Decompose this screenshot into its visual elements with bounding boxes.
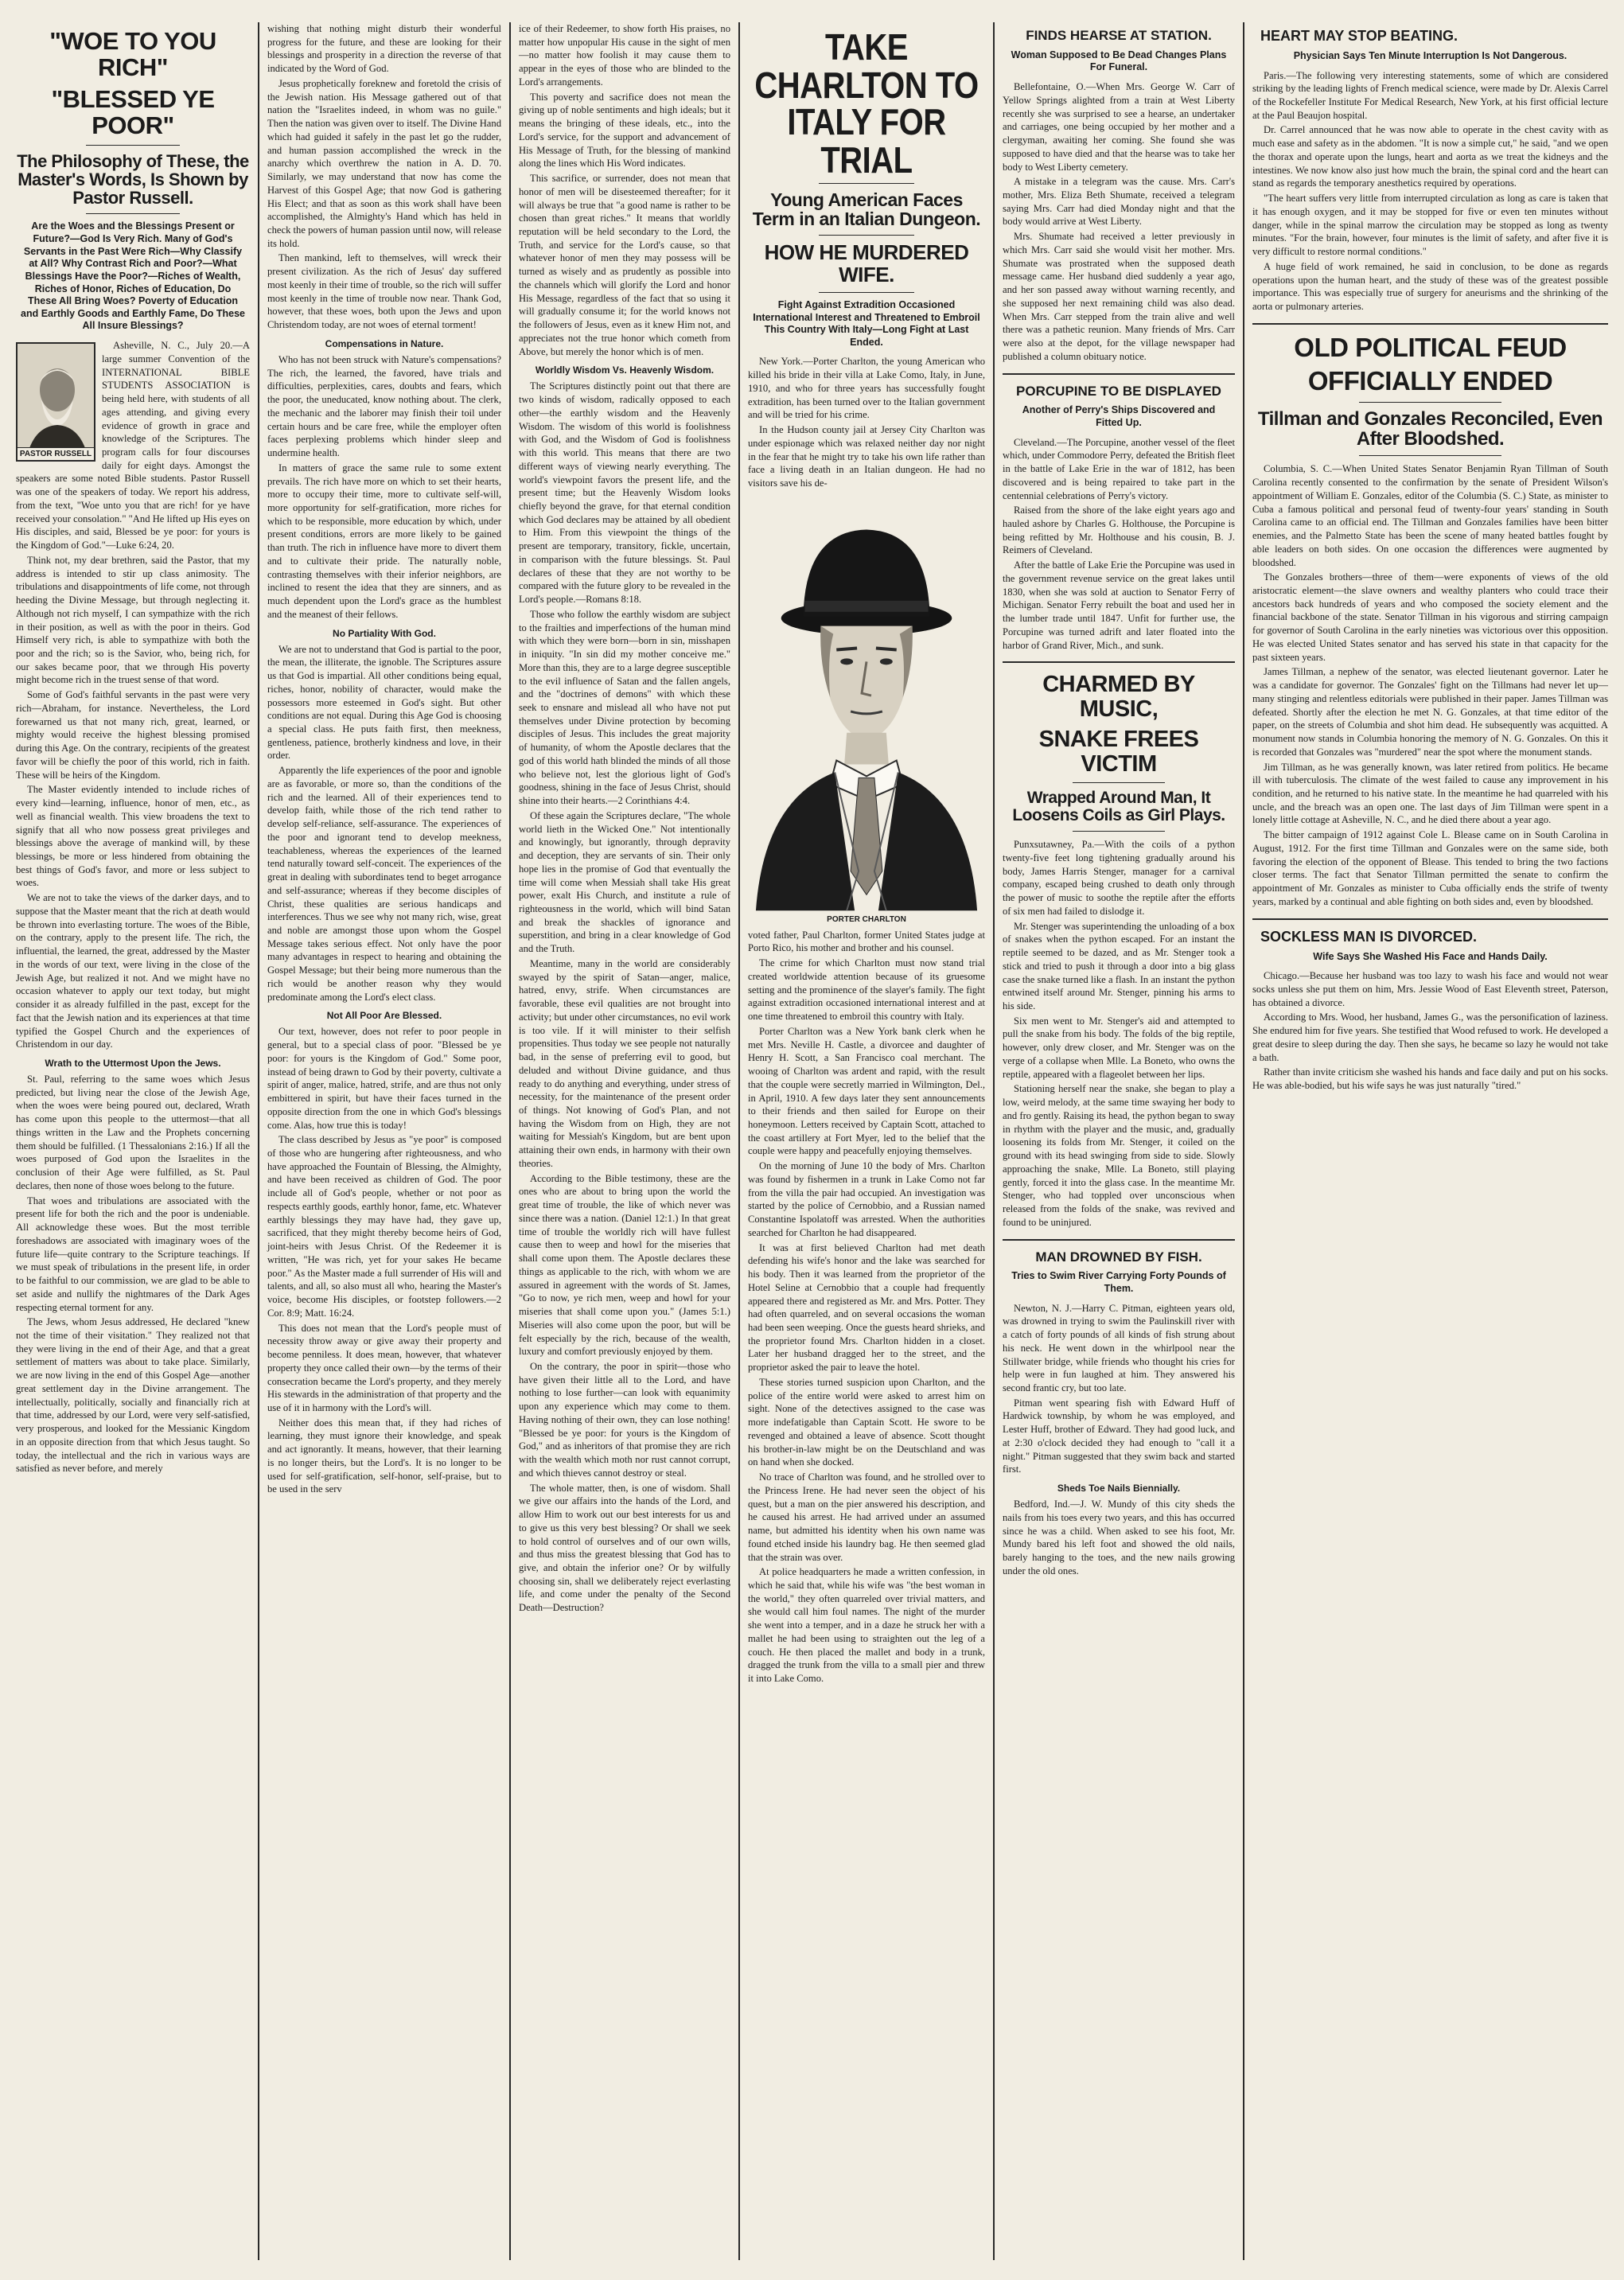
portrait-illustration: [748, 498, 985, 912]
subhead-feud: Tillman and Gonzales Reconciled, Even After Bloodshed.: [1257, 408, 1603, 450]
portrait-caption: PASTOR RUSSELL: [18, 447, 94, 460]
paragraph: Raised from the shore of the lake eight years ago and hauled ashore by Charles G. Holthouse, the Porcupine is being refitted by Mr. Holthouse and his cousin, B. J. Reimers of Cleveland.: [1003, 505, 1235, 556]
story-divider: [1003, 373, 1235, 375]
divider: [819, 183, 913, 184]
story-divider: [1252, 323, 1608, 325]
paragraph: Jesus prophetically foreknew and foretold the crisis of the Jewish nation. His Message gathered out of that nation the "Israelites indeed, in whom was no guile." Then the nation was given over to itself. The Divine Hand which had guided it safely in the past let go the rudder, and human passion accomplished the wreck in the anarchy which overthrew the nation in A. D. 70. Similarly, we may understand that now has come the Harvest of this Gospel Age; that now God is gathering His Elect; and that as soon as this work shall have been accomplished, the Almighty's Hand which has held in check the powers of human passion until now, will release its hold.: [267, 77, 501, 249]
paragraph: Neither does this mean that, if they had riches of learning, they must ignore their knowledge, and speak and act ignorantly. It means, however, that their learning is no longer theirs, but the Lord's. It is no longer to be used for self-gratification, self-honor, self-praise, but to be used in the serv: [267, 1417, 501, 1495]
paragraph: "The heart suffers very little from interrupted circulation as long as care is taken that it has enough oxygen, and it may be stopped for five or even ten minutes without danger, while in the spinal marrow the circulation may be stopped as long as twenty minutes. "For the brain, however, four minutes is the limit of safety, and after five it is very difficult to restore normal conditions.": [1252, 193, 1608, 258]
paragraph: That woes and tribulations are associated with the present life for both the rich and the poor is undeniable. All acknowledge these woes. But the most terrible foreshadows are associated with imaginary woes of the future life—quite contrary to the Scripture teachings. If we must speak of tribulations in the present life, in order to be faithful to our commission, we are glad to be able to set aside and nullify the nightmares of the Dark Ages respecting eternal torment for any.: [16, 1195, 250, 1313]
paragraph: Mrs. Shumate had received a letter previously in which Mrs. Carr said she would visit her mother. Mrs. Shumate was prostrated when the supposed death message came. Her husband died suddenly a year ago, and her son passed away without warning recently, and she supposed her next remaining child was also dead. When Mrs. Carr stepped from the train alive and well there was a pathetic reunion. Many friends of Mrs. Carr were also at the depot, for the village newspaper had published a column obituary notice.: [1003, 231, 1235, 362]
paragraph: Some of God's faithful servants in the past were very rich—Abraham, for instance. Nevertheless, the Lord forewarned us that not many rich, great, learned, or mighty would receive the highest blessing promised during this Age. On the contrary, recipients of the greatest favor will be chiefly the poor of this world, rich in faith. These will be heirs of the Kingdom.: [16, 689, 250, 781]
paragraph: Bellefontaine, O.—When Mrs. George W. Carr of Yellow Springs alighted from a train at West Liberty recently she was surprised to see a hearse, an undertaker and carriages, one being occupied by her mother and a clergyman, awaiting her coming. She found she was supposed to have died and that the hearse was to take her body to West Liberty cemetery.: [1003, 81, 1235, 173]
paragraph: This sacrifice, or surrender, does not mean that honor of men will be disesteemed thereafter; for it will always be true that "a good name is rather to be chosen than great riches." It means that worldly reputation will be held secondary to the Lord, the Truth, and service for the Lord's cause, so that whatever honor of men they may possess will be turned as wisely and as prudently as possible into the channels which will glorify the Lord and honor His Message, regardless of the fact that so using it will gradually consume it; for the world knows not the followers of Jesus, even as it knew Him not, and appreciates not the true honor which cometh from Above, but merely the honor which is of men.: [519, 173, 730, 357]
section-subhead: No Partiality With God.: [333, 627, 436, 639]
section-subhead: Not All Poor Are Blessed.: [326, 1010, 442, 1022]
paragraph: ice of their Redeemer, to show forth His praises, no matter how unpopular His cause in the sight of men—no matter how foolish it may cause them to appear in the eyes of those who are blinded to the Lord's arrangements.: [519, 23, 730, 88]
paragraph: Pitman went spearing fish with Edward Huff of Hardwick township, by whom he was employed, and Lester Huff, brother of Edward. They had good luck, and at 2:30 o'clock decided they had enough to "call it a night." Pitman suggested that they swim back and started first.: [1003, 1397, 1235, 1475]
paragraph: Dr. Carrel announced that he was now able to operate in the chest cavity with as much ease and safety as in the abdomen. "It is now a simple cut," he said, "and we open the thorax and operate upon the lungs, heart and aorta as we treat the kidneys and the intestines. We now know also just how much the brain, the spinal cord and the heart can stand as regards the temporary anesthetics required by operations.: [1252, 124, 1608, 189]
paragraph: Think not, my dear brethren, said the Pastor, that my address is intended to stir up class animosity. The tribulations and disappointments of life come, not through heeding the Divine Message, but through neglecting it. Although not rich myself, I can sympathize with the rich in their position, as well as with the poor in theirs. God Himself very rich, is able to sympathize with both the poor and the rich; so is the Savior, who, being rich, for our sakes became poor, that we through His poverty might become rich in the truest sense of that word.: [16, 554, 250, 686]
paragraph: The crime for which Charlton must now stand trial created worldwide attention because of its gruesome setting and the prominence of the slayer's family. The fight against extradition occasioned international interest and at one time threatened to embroil this country with Italy.: [748, 957, 985, 1023]
paragraph: At police headquarters he made a written confession, in which he said that, while his wife was "the best woman in the world," they often quarreled over trivial matters, and she would call him foul names. The night of the murder she went into a temper, and in a daze he struck her with a mallet he had been using to straighten out the leg of a couch. He then placed the mallet and body in a trunk, dragged the trunk from the villa to a small pier and threw it into Lake Como.: [748, 1566, 985, 1685]
divider: [86, 145, 180, 146]
headline-woe: "WOE TO YOU RICH": [49, 27, 216, 81]
deck-russell: Are the Woes and the Blessings Present or Future?—God Is Very Rich. Many of God's Servants in the Past Were Rich—Why Classify at All? Why Contrast Rich and Poor?—What Blessings Have the Poor?—Riches of Wealth, Riches of Honor, Riches of Education, Do These All Bring Woes? Poverty of Education and Earthly Goods and Earthly Fame, Do These All Insure Blessings?: [21, 220, 246, 332]
column-4: [740, 22, 993, 2260]
headline-heart: HEART MAY STOP BEATING.: [1260, 28, 1458, 44]
paragraph: Bedford, Ind.—J. W. Mundy of this city sheds the nails from his toes every two years, and this has occurred since he was a child. When asked to see his foot, Mr. Mundy bared his left foot and showed the old nails, barely hanging to the toes, and the new nails growing under the old ones.: [1003, 1499, 1235, 1577]
headline-charmed: CHARMED BY MUSIC,: [1042, 672, 1195, 722]
paragraph: Our text, however, does not refer to poor people in general, but to a special class of poor. "Blessed be ye poor: for yours is the Kingdom of God." Some poor, instead of being drawn to God by their poverty, cultivate a spirit of anger, malice, hatred, strife, and are thus not only embittered in spirit, but have their faces turned in the opposite direction from the one in which God's blessings come. Alas, how true this is today!: [267, 1026, 502, 1131]
paragraph: Six men went to Mr. Stenger's aid and attempted to pull the snake from his body. The folds of the big reptile, however, only drew closer, and Mr. Stenger was on the verge of a collapse when Mlle. La Boneto, who owns the reptile, appeared with a flageolet between her lips.: [1003, 1015, 1235, 1080]
section-subhead: Sheds Toe Nails Biennially.: [1057, 1483, 1181, 1495]
headline-charlton-2: ITALY FOR TRIAL: [787, 102, 946, 181]
paragraph: The class described by Jesus as "ye poor" is composed of those who are hungering after righteousness, and who have approached the Fountain of Blessing, the Almighty, and have been received as children of God. The poor include all of God's people, whether or not poor as respects earthly goods, earthly honor, fame, etc. Whatever earthly blessings they may have had, they gave up, sacrificed, that they might thereby become heirs of God, joint-heirs with Jesus Christ. Of the Redeemer it is written, "He was rich, yet for your sakes He became poor." As the Master made a full surrender of His will and talents, and all, so also must all who, hearing the Master's voice, become His disciples, or footstep followers.—2 Cor. 8:9; Matt. 16:24.: [267, 1134, 501, 1319]
paragraph: A huge field of work remained, he said in conclusion, to be done as regards operations upon the human heart, and the study of these was of the greatest possible importance. This was especially true of surgery for aneurisms and the shrinking of the aorta or pulmonary arteries.: [1252, 260, 1608, 312]
paragraph: The whole matter, then, is one of wisdom. Shall we give our affairs into the hands of the Lord, and allow Him to work out our best interests for us and to give us this very best blessing? Or shall we seek to hold control of ourselves and of our own wills, and thus miss the greatest blessing that God has to give, and obtain the inferior one? Or by wilfully choosing sin, shall we deliberately reject everlasting life, and come under the penalty of the Second Death—Destruction?: [519, 1482, 730, 1614]
paragraph: According to the Bible testimony, these are the ones who are about to bring upon the world the great time of trouble, the like of which never was since there was a nation. (Daniel 12:1.) In that great time of trouble the worldly rich will have fullest cause then to weep and howl for the miseries that shall come upon them. The Apostle declares these things as applicable to the rich, with whom we are assured in agreement with the words of St. James, "Go to now, ye rich men, weep and howl for your miseries that shall come upon you." (James 5:1.) Miseries will also come upon the poor, but will be felt especially by the rich, because of the wealth, luxury and comfort previously enjoyed by them.: [519, 1172, 730, 1358]
section-subhead: Compensations in Nature.: [325, 337, 444, 349]
paragraph: This poverty and sacrifice does not mean the giving up of noble sentiments and high ideals; but it means the bringing of these ideals, etc., into the Lord's service, for the support and advancement of His Message of Truth, for the blessing of mankind along the lines which His Word indicates.: [519, 91, 730, 170]
column-6: [1244, 22, 1616, 2260]
paragraph: The Jews, whom Jesus addressed, He declared "knew not the time of their visitation." They realized not that they were living in the end of their Age, and that a great settlement of matters was about to take place. Similarly, we are now living in the end of this Gospel Age—another great settlement day in the Divine arrangement. The intellectually, politically, socially and financially rich at that time, addressed by our Lord, were very self-satisfied, very prosperous, and looked for the Messianic Kingdom in an opposite direction from that which Jesus taught. So today, the intellectual and the rich in various ways are satisfied as never before, and merely: [16, 1316, 250, 1475]
paragraph: Newton, N. J.—Harry C. Pitman, eighteen years old, was drowned in trying to swim the Paulinskill river with a catch of forty pounds of all kinds of fish strung about his neck. He went down in the whirlpool near the Stillwater bridge, while friends who thought his cries for help were in fun laughed at him. They answered his second frantic cry, but too late.: [1003, 1302, 1235, 1393]
headline-porcupine: PORCUPINE TO BE DISPLAYED: [1016, 383, 1221, 399]
subhead-murdered: HOW HE MURDERED WIFE.: [764, 240, 969, 286]
paragraph: Mr. Stenger was superintending the unloading of a box of snakes when the python escaped. For an instant the reptile seemed to be dazed, and as Mr. Stenger took a stick and tried to push it through a door into a big glass case the snake turned like a flash. In an instant the python entwined itself around Mr. Stenger, pinning his arms to his side.: [1003, 920, 1235, 1012]
deck-hearse: Woman Supposed to Be Dead Changes Plans For Funeral.: [1011, 49, 1227, 73]
paragraph: The Scriptures distinctly point out that there are two kinds of wisdom, radically opposed to each other—the earthly wisdom and the Heavenly Wisdom. The wisdom of this world is foolishness with God, and the Wisdom of God is foolishness with this world. This means that there are two different ways of viewing nearly everything. The world's viewpoint favors the present life, and the present time; but the Heavenly Wisdom looks chiefly beyond the grave, for that eternal condition which God declares may be attained by all obedient to Him. From this viewpoint the things of the present are temporary, transitory, fickle, uncertain, in comparison with the future blessings. St. Paul declares of these that they are not worthy to be compared with the future glory to be revealed in the Lord's people.—Romans 8:18.: [519, 380, 730, 606]
pastor-russell-portrait: [16, 342, 95, 462]
deck-sockless: Wife Says She Washed His Face and Hands Daily.: [1313, 950, 1548, 962]
section-subhead: Worldly Wisdom Vs. Heavenly Wisdom.: [535, 364, 715, 376]
paragraph: Paris.—The following very interesting statements, some of which are considered striking by the leading lights of French medical science, were made by Dr. Alexis Carrel of the Rockefeller Institute For Medical Research, New York, at his first official lecture at the Paul Beaujon hospital.: [1252, 69, 1608, 121]
divider: [1073, 782, 1166, 783]
column-1: [8, 22, 258, 2260]
headline-snake: SNAKE FREES VICTIM: [1038, 727, 1199, 777]
paragraph: Punxsutawney, Pa.—With the coils of a python twenty-five feet long tightening gradually around his body, James Harris Stenger, manager for a carnival company, escaped being crushed to death only through the power of music to soothe the reptile after the efforts of six men had failed to dislodge it.: [1003, 839, 1235, 917]
paragraph: This does not mean that the Lord's people must of necessity throw away or give away their property and become penniless. It does mean, however, that whatever property they once called their own—by the terms of their consecration became the Lord's property, and they merely His stewards in the administration of that property and the use of it in harmony with the Lord's will.: [267, 1322, 501, 1413]
paragraph: We are not to understand that God is partial to the poor, the mean, the illiterate, the ignoble. The Scriptures assure us that God is impartial. All other conditions being equal, riches, honor, nobility of character, would make the possessors more esteemed in God's sight. But other conditions are not equal. During this Age God is choosing a special class. He puts faith first, then meekness, gentleness, patience, brotherly kindness and love, in their order.: [267, 643, 501, 762]
story-divider: [1252, 918, 1608, 920]
headline-feud-1: OLD POLITICAL FEUD: [1294, 332, 1567, 362]
headline-feud-2: OFFICIALLY ENDED: [1307, 366, 1553, 396]
deck-porcupine: Another of Perry's Ships Discovered and Fitted Up.: [1022, 404, 1216, 428]
paragraph: In matters of grace the same rule to some extent prevails. The rich have more on which to set their hearts, more to occupy their time, more to cultivate self-will, more opportunity for self-gratification, more riches for which to be responsible, more education by which, under present conditions, errors are more likely to be gained than truth. The rich in influence have more to divert them and to cultivate their pride. The naturally noble, contrasting themselves with their inferior neighbors, are inclined to resent the idea that they are sinners, and as much dependent upon the Lord's grace as the humblest and the meanest of their fellows.: [267, 462, 501, 620]
paragraph: The Gonzales brothers—three of them—were exponents of views of the old aristocratic element—the slave owners and wealthy planters who could trace their ancestors back hundreds of years and who composed the society element and the financial backbone of the state. Senator Tillman in his vigorous and stirring campaign for governor of South Carolina in the early nineties was victorious over this opposition. He was elected United States senator and has served his state in that capacity for the past sixteen years.: [1252, 571, 1608, 663]
paragraph: Columbia, S. C.—When United States Senator Benjamin Ryan Tillman of South Carolina recently consented to the confirmation by the senate of President Wilson's appointment of William E. Gonzales, editor of the Columbia (S. C.) State, as minister to Cuba a famous political and personal feud of twenty-four years' standing in South Carolina came to an official end. The Tillman and Gonzales families have been bitter enemies, and the Palmetto State has been the scene of many heated battles fought by able leaders on both sides. On one occasion the differences were augmented by bloodshed.: [1252, 463, 1608, 568]
paragraph: On the morning of June 10 the body of Mrs. Charlton was found by fishermen in a trunk in Lake Como not far from the villa the pair had occupied. An investigation was started by the police of Cernobbio, and a Russian named Constantine Ispolatoff was arrested. When the authorities searched for Charlton he had disappeared.: [748, 1160, 985, 1238]
paragraph: Those who follow the earthly wisdom are subject to the frailties and imperfections of the human mind with which they were born—born in sin, misshapen in iniquity. "In sin did my mother conceive me." More than this, they are to a large degree susceptible to the evil influence of Satan and the fallen angels, and the "doctrines of demons" with which these seek to ensnare and mislead all who have not put themselves under Divine protection by becoming disciples of Jesus. This includes the great majority of humanity, of whom the Apostle declares that the god of this world hath blinded the minds of all those who believe not, lest the glorious light of God's goodness, shining in the face of Jesus Christ, should shine into their hearts.—2 Corinthians 4:4.: [519, 608, 730, 807]
paragraph: New York.—Porter Charlton, the young American who killed his bride in their villa at Lake Como, Italy, in June, 1910, and who for three years has successfully fought extradition, has been turned over to the Italian government and will be tried for his crime.: [748, 356, 985, 421]
paragraph: Rather than invite criticism she washed his hands and face daily and put on his socks. He was able-bodied, but his wife says he was just naturally "tired.": [1252, 1066, 1608, 1092]
paragraph: James Tillman, a nephew of the senator, was elected lieutenant governor. Later he was a candidate for governor. The Gonzales' fight on the Tillmans had never let up—many stinging and relentless editorials were published in their paper. James Tillman was defeated. Shortly after the election he met N. G. Gonzales, at that time editor of the paper, on the streets of Columbia and shot him dead. He subsequently was acquitted. A monument now stands in Columbia honoring the memory of N. G. Gonzales. On this it is recorded that Gonzales was "murdered" near the spot where the monument stands.: [1252, 666, 1608, 758]
headline-charlton-1: TAKE CHARLTON TO: [754, 27, 979, 107]
paragraph: The bitter campaign of 1912 against Cole L. Blease came on in South Carolina in August, 1912. For the first time Tillman and Gonzales were on the same side, both favoring the election of the opponent of Blease. This tended to bring the two factions closer terms. The fact that Senator Tillman permitted the senate to confirm the appointment of Mr. Gonzales as minister to Cuba officially ends the strife of twenty years, marked by a continual and able fighting on both sides and, even by bloodshed.: [1252, 829, 1608, 907]
paragraph: A mistake in a telegram was the cause. Mrs. Carr's mother, Mrs. Eliza Beth Shumate, received a telegram saying Mrs. Carr had died Monday night and that the body would arrive at West Liberty.: [1003, 176, 1235, 228]
story-divider: [1003, 661, 1235, 663]
paragraph: The Master evidently intended to include riches of every kind—learning, influence, honor of men, etc., as well as financial wealth. This view broadens the text to signify that all who now possess great privileges and blessings above the average of mankind will, by these blessings, be more or less hindered from obtaining the best things of God's favor, and more or less subject to woes.: [16, 784, 250, 889]
paragraph: Stationing herself near the snake, she began to play a low, weird melody, at the same time swaying her body to and fro gently. Raising its head, the python began to sway in rhythm with the player and the music, and, gradually loosening its folds from Mr. Stenger, it coiled on the ground with its head swinging from side to side. Slowly approaching the snake, Mlle. La Boneto, still playing gently, forced it into the glass case. In the meantime Mr. Stenger, who had toppled over unconscious when released from the folds of the snake, was revived and found to be uninjured.: [1003, 1083, 1235, 1228]
section-subhead: Wrath to the Uttermost Upon the Jews.: [45, 1058, 221, 1070]
divider: [1359, 402, 1501, 403]
paragraph: Apparently the life experiences of the poor and ignoble are as favorable, or more so, than the conditions of the rich and the learned. All of their experiences tend to develop faith, while those of the rich tend rather to develop self-reliance, self-assurance. The experiences of the poor and ignorant tend to develop meekness, teachableness, whereas the experiences of the learned tend naturally toward self-conceit. The experiences of the great in dealing with subordinates tend to beget arrogance and self-assurance; whereas if they become disciples of Christ, these qualities are serious handicaps and interferences. Thus we see why not many rich, wise, great and noble are amongst those upon whom the Gospel Message takes serious effect. Not only have the poor many advantages in respect to hearing and obtaining the Gospel Message; but their being more numerous than the rich would be another reason why they would predominate among the Lord's elect class.: [267, 765, 501, 1003]
divider: [1073, 831, 1166, 832]
divider: [86, 213, 180, 214]
porter-charlton-portrait: [748, 498, 985, 912]
column-3: [511, 22, 738, 2260]
dateline: Asheville, N. C., July 20.—A large summer Convention of the INTERNATIONAL BIBLE STUDENTS ASSOCIATION is being held here, with students of all ages attending, and giving every evidence of growth in grace and knowledge of the Scriptures. The program calls for four discourses daily for eight days. Amongst the speakers are some noted Bible students. Pastor Russell was one of the speakers of today. We report his address, from the text, "Woe unto you that are rich! for ye have received your consolation." "And He lifted up His eyes on His disciples, and said, Blessed be ye poor: for yours is the Kingdom of God."—Luke 6:24, 20.: [16, 340, 250, 551]
deck-charlton: Fight Against Extradition Occasioned International Interest and Threatened to Embroil This Country With Italy—Long Fight at Last Ended.: [753, 298, 980, 348]
deck-heart: Physician Says Ten Minute Interruption Is Not Dangerous.: [1293, 49, 1568, 61]
paragraph: Jim Tillman, as he was generally known, was later retired from politics. He became ill with tuberculosis. The climate of the west failed to cause any improvement in his condition, and he returned to his native state. In the meantime he had quarreled with his uncle, and the breach was an open one. The last days of Jim Tillman were spent in a lonely little cottage at Asheville, N. C., and he died there about a year ago.: [1252, 761, 1608, 826]
story-divider: [1003, 1239, 1235, 1241]
deck-drowned: Tries to Swim River Carrying Forty Pounds of Them.: [1011, 1270, 1226, 1294]
portrait-caption: PORTER CHARLTON: [827, 914, 906, 924]
paragraph: According to Mrs. Wood, her husband, James G., was the personification of laziness. She endured him for five years. She testified that Wood refused to work. He developed a great desire to sleep during the day. Then she says, he became so lazy he would not take a bath.: [1252, 1011, 1608, 1063]
paragraph: voted father, Paul Charlton, former United States judge at Porto Rico, his mother and brother and his counsel.: [748, 929, 985, 954]
paragraph: St. Paul, referring to the same woes which Jesus predicted, but living near the close of the Jewish Age, when the woes were being poured out, declared, Wrath has come upon this people to the uttermost—that all things written in the Law and the Prophets concerning them should be fulfilled. (1 Thessalonians 2:16.) If all the woes purposed of God upon the Israelites in the conclusion of their Age were fulfilled, as St. Paul declares, then none of those woes belong to the future.: [16, 1074, 250, 1191]
column-2: [259, 22, 509, 2260]
paragraph: We are not to take the views of the darker days, and to suppose that the Master meant that the rich at death would be thrown into everlasting torture. The woes of the Bible, on the contrary, apply to the present life. The rich, the influential, the learned, the great, addressed by the Master in the words of our text, were living in the close of the Jewish Age, but realized it not. And we might have no occasion whatever to apply our text today, but might consider it as already fulfilled in the past, except for the fact that the Jewish nation and its experiences at that time typified the Gospel Church and the experiences of Christendom in our day.: [16, 892, 250, 1050]
paragraph: On the contrary, the poor in spirit—those who have given their little all to the Lord, and have nothing to lose further—can look with equanimity upon any experience which may come to them. Having nothing of their own, they can lose nothing! "Blessed be ye poor: for yours is the Kingdom of God," and as inheritors of that promise they are rich with the wealth which moth nor rust cannot corrupt, and which thieves cannot destroy or steal.: [519, 1360, 730, 1479]
paragraph: Chicago.—Because her husband was too lazy to wash his face and would not wear socks unless she put them on him, Mrs. Jessie Wood of East Eleventh street, Paterson, has obtained a divorce.: [1252, 970, 1608, 1008]
column-5: [995, 22, 1243, 2260]
subhead-russell: The Philosophy of These, the Master's Words, Is Shown by Pastor Russell.: [17, 151, 249, 209]
paragraph: Who has not been struck with Nature's compensations? The rich, the learned, the favored, have trials and difficulties, perplexities, cares, doubts and fears, which the poor, the uneducated, know nothing about. The clerk, the mechanic and the laborer may finish their toil under certain hours and be care free, while the employer often faces perplexing problems which hinder sleep and undermine health.: [267, 353, 501, 459]
headline-blessed: "BLESSED YE POOR": [51, 85, 215, 139]
paragraph: Cleveland.—The Porcupine, another vessel of the fleet which, under Commodore Perry, defeated the British fleet in the battle of Lake Erie in the war of 1812, has been discovered and is being repaired to take part in the centennial celebrations of Perry's victory.: [1003, 436, 1235, 501]
headline-hearse: FINDS HEARSE AT STATION.: [1026, 28, 1212, 43]
divider: [819, 235, 913, 236]
paragraph: No trace of Charlton was found, and he strolled over to the Princess Irene. He had never seen the object of his quest, but a man on the pier answered his description, and he caused his arrest. He had arrived under an assumed name, but admitted his identity when his own name was found etched inside his laundry bag. He then seemed glad that the strain was over.: [748, 1471, 985, 1563]
divider: [819, 292, 913, 293]
paragraph: Then mankind, left to themselves, will wreck their present civilization. As the rich of Jesus' day suffered most keenly in their time of trouble, so the rich will suffer most keenly in the time of trouble now near. Thank God, however, that these woes, both upon the Jews and upon Christendom today, are not woes of eternal torment!: [267, 252, 501, 331]
paragraph: After the battle of Lake Erie the Porcupine was used in the government revenue service on the great lakes until 1830, when she was sold at auction to Senator Ferry of Michigan. Senator Ferry rebuilt the boat and used her in the lumber trade until 1847. Unfit for further use, the Porcupine was turned adrift and later floated into the harbor of Grand River, Mich., and sunk.: [1003, 559, 1235, 651]
paragraph: Porter Charlton was a New York bank clerk when he met Mrs. Neville H. Castle, a divorcee and daughter of Henry H. Scott, a San Francisco coal merchant. The wooing of Charlton was ardent and rapid, with the result that the couple were secretly married in Wilmington, Del., in April, 1910. A few days later they sent announcements to their friends and then sailed for Europe on their honeymoon. Letters received by Captain Scott, attached to the coast artillery at Fort Myer, led to the belief that the couple were happy and peacefully enjoying themselves.: [748, 1025, 985, 1157]
paragraph: Meantime, many in the world are considerably swayed by the spirit of Satan—anger, malice, hatred, envy, strife. When circumstances are favorable, these evil qualities are not brought into activity; but under other circumstances, no evil work is too vile. If it will minister to their selfish propensities. Thus today we see people not naturally bad, in the sense of preferring evil to good, but deluded and without Divine guidance, and thus ready to do anything and everything, under stress of necessity, for the maintenance of the present order of things. Not knowing of God's Plan, and not having the Wisdom from on High, they are not waiting for Messiah's Kingdom, but are bent upon attaining their own ends, in harmony with their own theories.: [519, 957, 730, 1169]
paragraph: It was at first believed Charlton had met death defending his wife's honor and the lake was searched for his body. Then it was learned from the proprietor of the Hotel Seline at Cernobbio that a couple had frequently appeared there and registered as Mr. and Mrs. Potter. They had often quarreled, and on several occasions the woman had been seen weeping. Once the guests heard shrieks, and the proprietor found Mrs. Charlton hidden in a closet. Later her husband dragged her to the street, and the proprietor asked the pair to leave the hotel.: [748, 1241, 985, 1374]
portrait-illustration: [18, 344, 95, 462]
paragraph: wishing that nothing might disturb their wonderful progress for the future, and these are looking for their blessings and prosperity in a direction the reverse of that indicated by the Word of God.: [267, 23, 501, 75]
paragraph: Of these again the Scriptures declare, "The whole world lieth in the Wicked One." Not intentionally and knowingly, but ignorantly, through depravity and deception, they are servants of sin. Their only hope lies in the promise of God that eventually the time will come when Messiah shall take His great power, exalt His Church, and institute a rule of righteousness in the world, which will bind Satan and break the shackles of ignorance and superstition, and bring in a clear knowledge of God and the Truth.: [519, 809, 730, 955]
headline-sockless: SOCKLESS MAN IS DIVORCED.: [1260, 928, 1478, 945]
divider: [1359, 455, 1501, 456]
headline-drowned: MAN DROWNED BY FISH.: [1035, 1249, 1202, 1265]
paragraph: These stories turned suspicion upon Charlton, and the police of the entire world were asked to arrest him on sight. None of the detectives assigned to the case was more indefatigable than Captain Scott. He swore to be revenged and obtained a leave of absence. Scott thought his brother-in-law might be on the Deutschland and was on hand when she docked.: [748, 1376, 985, 1468]
subhead-charlton: Young American Faces Term in an Italian Dungeon.: [752, 189, 981, 230]
subhead-snake: Wrapped Around Man, It Loosens Coils as Girl Plays.: [1012, 789, 1225, 825]
paragraph: In the Hudson county jail at Jersey City Charlton was under espionage which was relaxed neither day nor night in the fear that he might try to take his own life rather than face a living death in an Italian dungeon. He had no visitors save his de-: [748, 424, 985, 489]
